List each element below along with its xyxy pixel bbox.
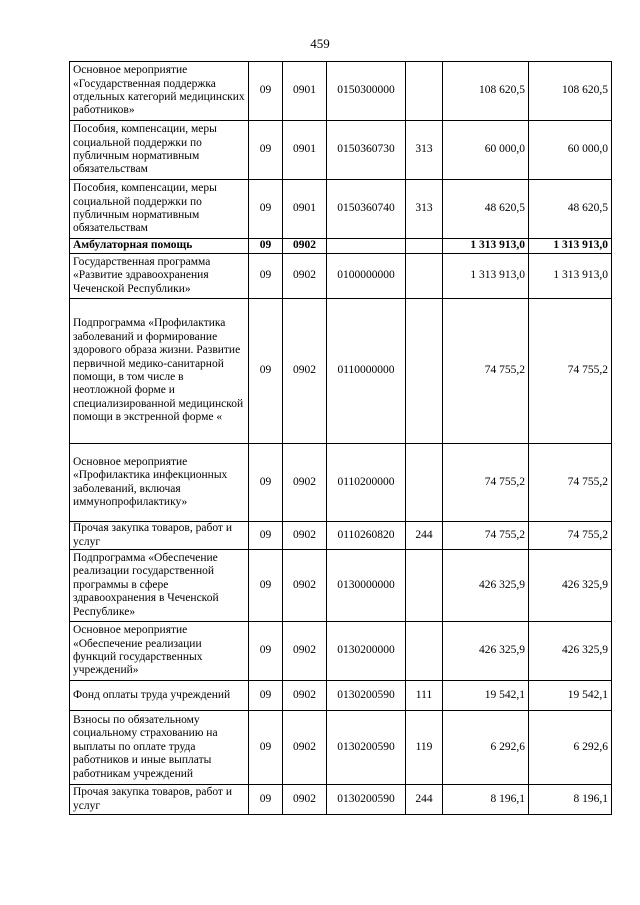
row-amount-1: 6 292,6: [443, 711, 529, 785]
row-amount-1: 1 313 913,0: [443, 239, 529, 254]
row-target-article-code: 0130200590: [327, 681, 406, 711]
row-name: Амбулаторная помощь: [70, 239, 249, 254]
table-row: [70, 711, 612, 785]
row-expense-type-code: [406, 254, 443, 299]
row-subsection-code: 0902: [283, 239, 327, 254]
row-target-article-code: 0130200590: [327, 785, 406, 815]
row-subsection-code: 0902: [283, 444, 327, 522]
row-amount-1: 74 755,2: [443, 299, 529, 444]
row-target-article-code: 0150300000: [327, 62, 406, 121]
row-target-article-code: 0110260820: [327, 522, 406, 550]
row-expense-type-code: 313: [406, 121, 443, 180]
row-subsection-code: 0902: [283, 622, 327, 681]
row-section-code: 09: [249, 522, 283, 550]
row-name: Государственная программа «Развитие здравоохранения Чеченской Республики»: [70, 254, 249, 299]
row-amount-2: 1 313 913,0: [529, 254, 612, 299]
budget-table-body: [70, 62, 612, 815]
row-amount-2: 426 325,9: [529, 550, 612, 622]
row-section-code: 09: [249, 62, 283, 121]
row-target-article-code: 0110000000: [327, 299, 406, 444]
row-expense-type-code: 313: [406, 180, 443, 239]
row-name: Пособия, компенсации, меры социальной поддержки по публичным нормативным обязательствам: [70, 121, 249, 180]
row-expense-type-code: 244: [406, 522, 443, 550]
table-row: [70, 785, 612, 815]
row-amount-1: 19 542,1: [443, 681, 529, 711]
row-expense-type-code: 244: [406, 785, 443, 815]
row-section-code: 09: [249, 299, 283, 444]
row-name: Подпрограмма «Обеспечение реализации государственной программы в сфере здравоохранения в Чеченской Республике»: [70, 550, 249, 622]
row-name: Основное мероприятие «Профилактика инфекционных заболеваний, включая иммунопрофилактику»: [70, 444, 249, 522]
row-expense-type-code: [406, 62, 443, 121]
row-target-article-code: 0130000000: [327, 550, 406, 622]
row-section-code: 09: [249, 711, 283, 785]
row-amount-2: 74 755,2: [529, 299, 612, 444]
row-target-article-code: 0130200000: [327, 622, 406, 681]
table-row: [70, 180, 612, 239]
row-subsection-code: 0902: [283, 785, 327, 815]
row-amount-2: 48 620,5: [529, 180, 612, 239]
row-name: Пособия, компенсации, меры социальной поддержки по публичным нормативным обязательствам: [70, 180, 249, 239]
row-amount-1: 1 313 913,0: [443, 254, 529, 299]
row-amount-2: 74 755,2: [529, 522, 612, 550]
row-amount-1: 108 620,5: [443, 62, 529, 121]
table-row: [70, 239, 612, 254]
row-section-code: 09: [249, 550, 283, 622]
row-amount-2: 426 325,9: [529, 622, 612, 681]
row-section-code: 09: [249, 121, 283, 180]
row-expense-type-code: [406, 444, 443, 522]
row-subsection-code: 0902: [283, 681, 327, 711]
budget-table: [69, 61, 612, 815]
row-amount-2: 74 755,2: [529, 444, 612, 522]
table-row: [70, 121, 612, 180]
row-amount-2: 6 292,6: [529, 711, 612, 785]
row-subsection-code: 0901: [283, 180, 327, 239]
row-target-article-code: [327, 239, 406, 254]
row-amount-1: 48 620,5: [443, 180, 529, 239]
row-target-article-code: 0150360730: [327, 121, 406, 180]
row-name: Основное мероприятие «Обеспечение реализации функций государственных учреждений»: [70, 622, 249, 681]
table-row: [70, 681, 612, 711]
row-amount-2: 108 620,5: [529, 62, 612, 121]
row-amount-1: 8 196,1: [443, 785, 529, 815]
row-amount-1: 60 000,0: [443, 121, 529, 180]
row-target-article-code: 0110200000: [327, 444, 406, 522]
table-row: [70, 299, 612, 444]
row-name: Подпрограмма «Профилактика заболеваний и формирование здорового образа жизни. Развитие первичной медико-санитарной помощи, в том числе в неотложной форме и специализированной медицинской помощи в экстренной форме «: [70, 299, 249, 444]
row-expense-type-code: [406, 550, 443, 622]
table-row: [70, 622, 612, 681]
row-name: Прочая закупка товаров, работ и услуг: [70, 785, 249, 815]
row-section-code: 09: [249, 239, 283, 254]
row-subsection-code: 0902: [283, 254, 327, 299]
row-amount-2: 1 313 913,0: [529, 239, 612, 254]
row-section-code: 09: [249, 681, 283, 711]
row-name: Основное мероприятие «Государственная поддержка отдельных категорий медицинских работников»: [70, 62, 249, 121]
row-subsection-code: 0902: [283, 299, 327, 444]
row-expense-type-code: [406, 299, 443, 444]
row-section-code: 09: [249, 180, 283, 239]
row-subsection-code: 0902: [283, 522, 327, 550]
row-expense-type-code: 119: [406, 711, 443, 785]
row-amount-1: 426 325,9: [443, 550, 529, 622]
row-subsection-code: 0902: [283, 711, 327, 785]
table-row: [70, 254, 612, 299]
row-name: Прочая закупка товаров, работ и услуг: [70, 522, 249, 550]
row-section-code: 09: [249, 785, 283, 815]
row-target-article-code: 0150360740: [327, 180, 406, 239]
row-expense-type-code: [406, 239, 443, 254]
table-row: [70, 522, 612, 550]
row-subsection-code: 0902: [283, 550, 327, 622]
row-amount-1: 426 325,9: [443, 622, 529, 681]
row-subsection-code: 0901: [283, 121, 327, 180]
row-name: Взносы по обязательному социальному страхованию на выплаты по оплате труда работников и иные выплаты работникам учреждений: [70, 711, 249, 785]
row-target-article-code: 0130200590: [327, 711, 406, 785]
page-number: 459: [310, 36, 330, 51]
row-section-code: 09: [249, 254, 283, 299]
row-expense-type-code: [406, 622, 443, 681]
table-row: [70, 62, 612, 121]
row-amount-2: 60 000,0: [529, 121, 612, 180]
row-amount-1: 74 755,2: [443, 522, 529, 550]
row-name: Фонд оплаты труда учреждений: [70, 681, 249, 711]
row-amount-1: 74 755,2: [443, 444, 529, 522]
row-expense-type-code: 111: [406, 681, 443, 711]
row-section-code: 09: [249, 444, 283, 522]
row-amount-2: 19 542,1: [529, 681, 612, 711]
row-subsection-code: 0901: [283, 62, 327, 121]
table-row: [70, 550, 612, 622]
table-row: [70, 444, 612, 522]
row-section-code: 09: [249, 622, 283, 681]
row-target-article-code: 0100000000: [327, 254, 406, 299]
row-amount-2: 8 196,1: [529, 785, 612, 815]
